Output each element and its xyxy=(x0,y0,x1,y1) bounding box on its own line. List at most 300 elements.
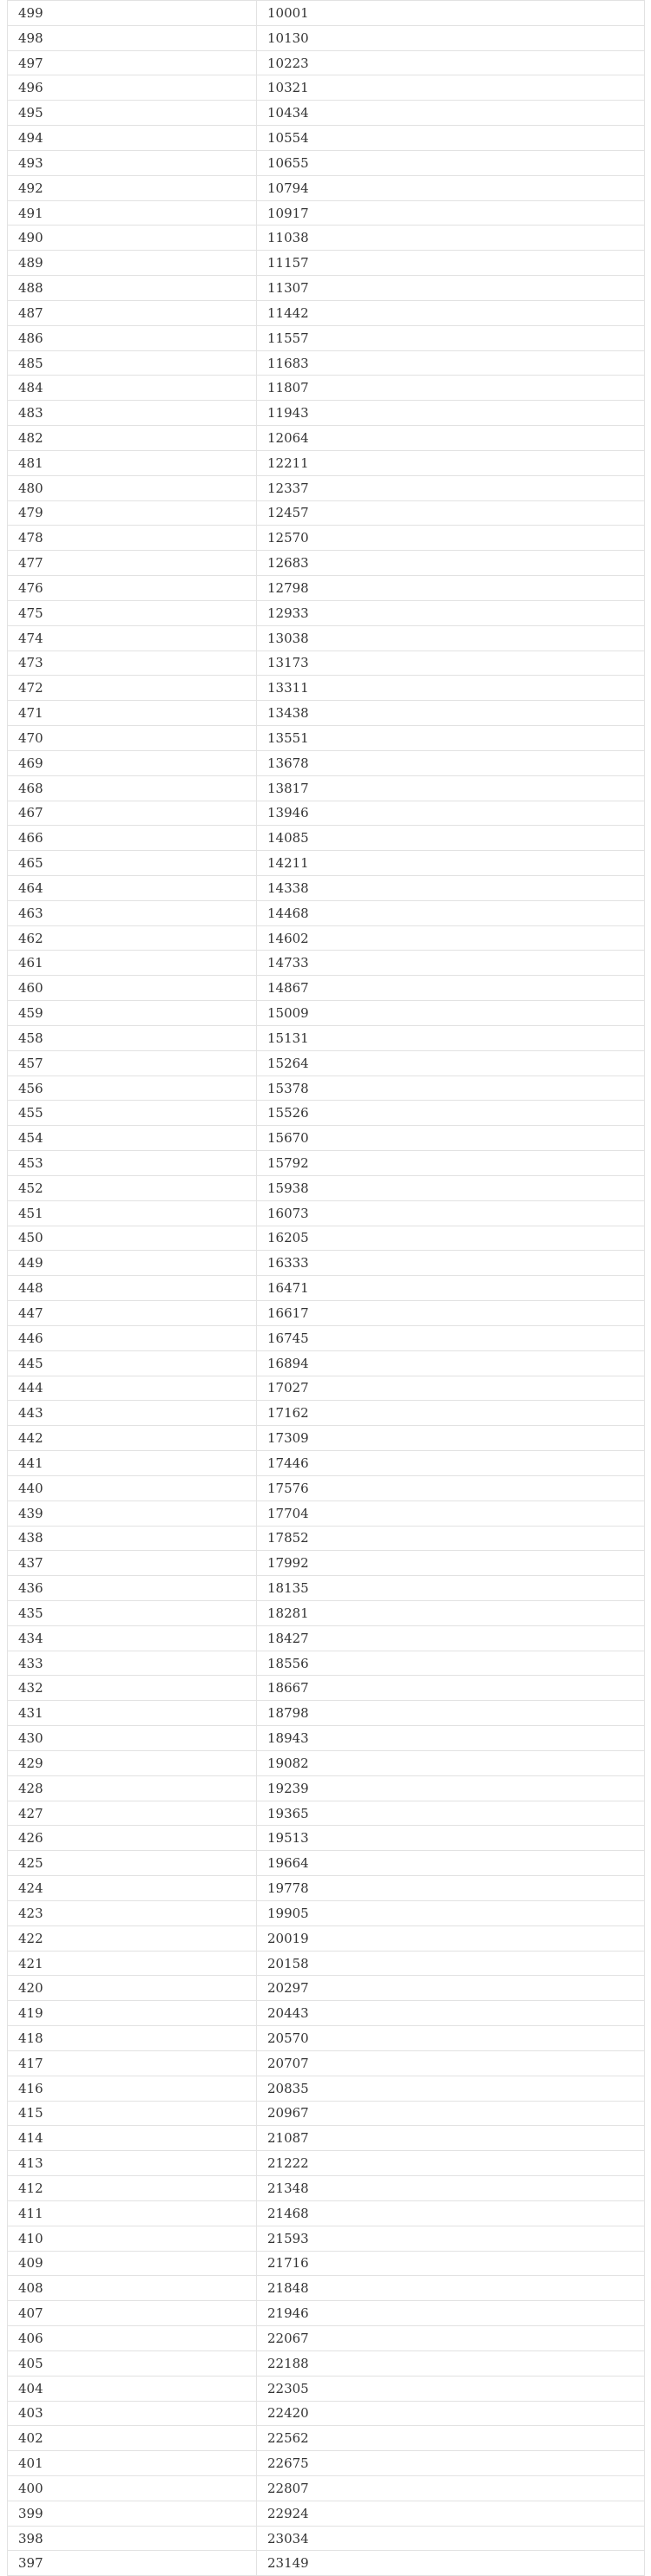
score-cell: 417 xyxy=(8,2050,257,2076)
rank-cell: 13038 xyxy=(257,625,645,651)
rank-cell: 10554 xyxy=(257,126,645,151)
table-row xyxy=(8,1475,645,1500)
table-row xyxy=(8,2376,645,2401)
rank-cell: 13551 xyxy=(257,726,645,751)
score-cell: 412 xyxy=(8,2176,257,2201)
score-cell: 434 xyxy=(8,1625,257,1651)
score-cell: 418 xyxy=(8,2026,257,2051)
rank-cell: 19239 xyxy=(257,1775,645,1801)
table-row xyxy=(8,2401,645,2426)
score-cell: 426 xyxy=(8,1826,257,1851)
score-rank-table xyxy=(7,0,645,2576)
rank-cell: 14338 xyxy=(257,875,645,900)
score-cell: 423 xyxy=(8,1900,257,1925)
rank-cell: 18943 xyxy=(257,1726,645,1751)
rank-cell: 17446 xyxy=(257,1451,645,1476)
rank-cell: 20707 xyxy=(257,2050,645,2076)
score-cell: 431 xyxy=(8,1701,257,1726)
rank-cell: 12798 xyxy=(257,576,645,601)
table-row xyxy=(8,2426,645,2451)
table-row xyxy=(8,1325,645,1350)
rank-cell: 17704 xyxy=(257,1500,645,1526)
rank-cell: 22562 xyxy=(257,2426,645,2451)
score-cell: 425 xyxy=(8,1851,257,1876)
rank-cell: 11038 xyxy=(257,226,645,251)
score-cell: 484 xyxy=(8,376,257,401)
score-cell: 405 xyxy=(8,2350,257,2376)
table-row xyxy=(8,576,645,601)
rank-cell: 23034 xyxy=(257,2526,645,2551)
table-row xyxy=(8,1151,645,1176)
rank-cell: 12457 xyxy=(257,500,645,526)
rank-cell: 10130 xyxy=(257,25,645,50)
score-cell: 450 xyxy=(8,1226,257,1251)
rank-cell: 15009 xyxy=(257,1001,645,1026)
score-cell: 428 xyxy=(8,1775,257,1801)
score-cell: 478 xyxy=(8,526,257,551)
table-row xyxy=(8,1451,645,1476)
table-row xyxy=(8,1251,645,1276)
rank-cell: 17852 xyxy=(257,1526,645,1551)
table-row xyxy=(8,2501,645,2526)
table-row xyxy=(8,2126,645,2151)
table-row xyxy=(8,1976,645,2001)
score-cell: 453 xyxy=(8,1151,257,1176)
rank-cell: 11683 xyxy=(257,350,645,376)
table-row xyxy=(8,2475,645,2501)
score-cell: 436 xyxy=(8,1576,257,1601)
table-row xyxy=(8,951,645,976)
score-cell: 404 xyxy=(8,2376,257,2401)
score-cell: 497 xyxy=(8,50,257,75)
table-row xyxy=(8,475,645,500)
score-cell: 420 xyxy=(8,1976,257,2001)
table-row xyxy=(8,1651,645,1676)
rank-cell: 21468 xyxy=(257,2200,645,2226)
rank-cell: 10655 xyxy=(257,150,645,175)
rank-cell: 21593 xyxy=(257,2226,645,2251)
table-row xyxy=(8,651,645,676)
score-cell: 488 xyxy=(8,276,257,301)
rank-cell: 19513 xyxy=(257,1826,645,1851)
score-cell: 399 xyxy=(8,2501,257,2526)
table-row xyxy=(8,2350,645,2376)
score-cell: 442 xyxy=(8,1426,257,1451)
score-cell: 471 xyxy=(8,701,257,726)
score-cell: 456 xyxy=(8,1076,257,1101)
rank-cell: 20297 xyxy=(257,1976,645,2001)
rank-cell: 12337 xyxy=(257,475,645,500)
table-row xyxy=(8,426,645,451)
table-row xyxy=(8,1601,645,1626)
score-cell: 466 xyxy=(8,826,257,851)
table-row xyxy=(8,1001,645,1026)
rank-cell: 10223 xyxy=(257,50,645,75)
table-row xyxy=(8,500,645,526)
rank-cell: 14733 xyxy=(257,951,645,976)
table-row xyxy=(8,2301,645,2326)
table-row xyxy=(8,1750,645,1775)
rank-cell: 18427 xyxy=(257,1625,645,1651)
table-row xyxy=(8,775,645,801)
score-cell: 458 xyxy=(8,1025,257,1050)
rank-cell: 12570 xyxy=(257,526,645,551)
table-row xyxy=(8,101,645,126)
rank-cell: 20158 xyxy=(257,1951,645,1976)
rank-cell: 22188 xyxy=(257,2350,645,2376)
score-cell: 457 xyxy=(8,1050,257,1076)
score-cell: 397 xyxy=(8,2551,257,2576)
score-cell: 469 xyxy=(8,750,257,775)
score-cell: 401 xyxy=(8,2451,257,2476)
table-row xyxy=(8,1350,645,1376)
score-cell: 409 xyxy=(8,2251,257,2276)
table-row xyxy=(8,350,645,376)
table-row xyxy=(8,25,645,50)
rank-cell: 22420 xyxy=(257,2401,645,2426)
rank-cell: 14085 xyxy=(257,826,645,851)
score-cell: 498 xyxy=(8,25,257,50)
table-row xyxy=(8,2176,645,2201)
score-cell: 435 xyxy=(8,1601,257,1626)
rank-cell: 15264 xyxy=(257,1050,645,1076)
rank-cell: 15378 xyxy=(257,1076,645,1101)
score-cell: 415 xyxy=(8,2101,257,2126)
score-cell: 430 xyxy=(8,1726,257,1751)
score-cell: 413 xyxy=(8,2151,257,2176)
score-cell: 408 xyxy=(8,2276,257,2301)
score-cell: 487 xyxy=(8,300,257,325)
rank-cell: 17992 xyxy=(257,1551,645,1576)
table-row xyxy=(8,1701,645,1726)
rank-cell: 21848 xyxy=(257,2276,645,2301)
score-cell: 416 xyxy=(8,2076,257,2101)
score-cell: 461 xyxy=(8,951,257,976)
score-cell: 440 xyxy=(8,1475,257,1500)
table-row xyxy=(8,1175,645,1200)
table-row xyxy=(8,1526,645,1551)
rank-cell: 21087 xyxy=(257,2126,645,2151)
table-row xyxy=(8,251,645,276)
rank-cell: 14211 xyxy=(257,851,645,876)
rank-cell: 21946 xyxy=(257,2301,645,2326)
rank-cell: 18798 xyxy=(257,1701,645,1726)
score-cell: 424 xyxy=(8,1876,257,1901)
rank-cell: 13678 xyxy=(257,750,645,775)
table-row xyxy=(8,200,645,226)
table-row xyxy=(8,1,645,26)
table-row xyxy=(8,1625,645,1651)
score-cell: 473 xyxy=(8,651,257,676)
rank-cell: 11943 xyxy=(257,401,645,426)
score-cell: 464 xyxy=(8,875,257,900)
table-row xyxy=(8,1726,645,1751)
table-row xyxy=(8,875,645,900)
score-cell: 449 xyxy=(8,1251,257,1276)
score-cell: 438 xyxy=(8,1526,257,1551)
rank-cell: 21222 xyxy=(257,2151,645,2176)
score-cell: 476 xyxy=(8,576,257,601)
score-cell: 480 xyxy=(8,475,257,500)
rank-cell: 16471 xyxy=(257,1276,645,1301)
table-row xyxy=(8,600,645,625)
score-cell: 421 xyxy=(8,1951,257,1976)
rank-cell: 20570 xyxy=(257,2026,645,2051)
table-row xyxy=(8,551,645,576)
table-row xyxy=(8,2050,645,2076)
rank-cell: 15670 xyxy=(257,1126,645,1151)
table-row xyxy=(8,401,645,426)
score-cell: 398 xyxy=(8,2526,257,2551)
table-row xyxy=(8,226,645,251)
score-cell: 429 xyxy=(8,1750,257,1775)
rank-cell: 15938 xyxy=(257,1175,645,1200)
table-row xyxy=(8,2200,645,2226)
table-row xyxy=(8,2451,645,2476)
table-row xyxy=(8,300,645,325)
table-row xyxy=(8,1951,645,1976)
table-row xyxy=(8,1676,645,1701)
rank-cell: 16745 xyxy=(257,1325,645,1350)
score-cell: 462 xyxy=(8,925,257,951)
score-cell: 465 xyxy=(8,851,257,876)
score-cell: 433 xyxy=(8,1651,257,1676)
rank-cell: 16073 xyxy=(257,1200,645,1226)
rank-cell: 11557 xyxy=(257,325,645,350)
rank-cell: 17309 xyxy=(257,1426,645,1451)
score-cell: 448 xyxy=(8,1276,257,1301)
score-cell: 468 xyxy=(8,775,257,801)
score-cell: 491 xyxy=(8,200,257,226)
rank-cell: 14602 xyxy=(257,925,645,951)
score-cell: 454 xyxy=(8,1126,257,1151)
rank-cell: 18281 xyxy=(257,1601,645,1626)
rank-cell: 15526 xyxy=(257,1101,645,1126)
score-cell: 467 xyxy=(8,801,257,826)
score-cell: 463 xyxy=(8,900,257,925)
rank-cell: 18135 xyxy=(257,1576,645,1601)
score-cell: 451 xyxy=(8,1200,257,1226)
rank-cell: 22675 xyxy=(257,2451,645,2476)
rank-cell: 16333 xyxy=(257,1251,645,1276)
table-row xyxy=(8,526,645,551)
score-cell: 422 xyxy=(8,1925,257,1951)
table-row xyxy=(8,1551,645,1576)
rank-cell: 22807 xyxy=(257,2475,645,2501)
table-row xyxy=(8,325,645,350)
score-cell: 403 xyxy=(8,2401,257,2426)
table-row xyxy=(8,2226,645,2251)
rank-cell: 11442 xyxy=(257,300,645,325)
score-cell: 459 xyxy=(8,1001,257,1026)
table-row xyxy=(8,2101,645,2126)
table-row xyxy=(8,276,645,301)
score-cell: 492 xyxy=(8,175,257,200)
table-row xyxy=(8,1126,645,1151)
table-row xyxy=(8,2526,645,2551)
score-cell: 411 xyxy=(8,2200,257,2226)
rank-cell: 16617 xyxy=(257,1301,645,1326)
table-row xyxy=(8,1401,645,1426)
table-row xyxy=(8,1500,645,1526)
rank-cell: 19905 xyxy=(257,1900,645,1925)
rank-cell: 20019 xyxy=(257,1925,645,1951)
score-cell: 485 xyxy=(8,350,257,376)
score-cell: 496 xyxy=(8,75,257,101)
score-cell: 400 xyxy=(8,2475,257,2501)
table-row xyxy=(8,1076,645,1101)
rank-cell: 17576 xyxy=(257,1475,645,1500)
score-cell: 477 xyxy=(8,551,257,576)
table-row xyxy=(8,1226,645,1251)
table-row xyxy=(8,1376,645,1401)
score-cell: 499 xyxy=(8,1,257,26)
rank-cell: 22924 xyxy=(257,2501,645,2526)
rank-cell: 13311 xyxy=(257,676,645,701)
score-cell: 414 xyxy=(8,2126,257,2151)
score-cell: 472 xyxy=(8,676,257,701)
table-row xyxy=(8,2326,645,2351)
rank-cell: 18556 xyxy=(257,1651,645,1676)
table-row xyxy=(8,126,645,151)
score-cell: 483 xyxy=(8,401,257,426)
table-row xyxy=(8,1876,645,1901)
score-cell: 432 xyxy=(8,1676,257,1701)
rank-cell: 11157 xyxy=(257,251,645,276)
rank-cell: 20835 xyxy=(257,2076,645,2101)
score-cell: 439 xyxy=(8,1500,257,1526)
score-cell: 446 xyxy=(8,1325,257,1350)
table-row xyxy=(8,2551,645,2576)
table-row xyxy=(8,801,645,826)
rank-cell: 15792 xyxy=(257,1151,645,1176)
table-row xyxy=(8,1900,645,1925)
rank-cell: 12211 xyxy=(257,450,645,475)
table-row xyxy=(8,625,645,651)
score-cell: 482 xyxy=(8,426,257,451)
rank-cell: 15131 xyxy=(257,1025,645,1050)
rank-cell: 22305 xyxy=(257,2376,645,2401)
rank-cell: 14867 xyxy=(257,976,645,1001)
score-cell: 455 xyxy=(8,1101,257,1126)
rank-cell: 13817 xyxy=(257,775,645,801)
table-row xyxy=(8,726,645,751)
rank-cell: 21348 xyxy=(257,2176,645,2201)
score-cell: 494 xyxy=(8,126,257,151)
rank-cell: 10917 xyxy=(257,200,645,226)
table-row xyxy=(8,175,645,200)
table-row xyxy=(8,1426,645,1451)
rank-cell: 21716 xyxy=(257,2251,645,2276)
rank-cell: 11807 xyxy=(257,376,645,401)
rank-cell: 13438 xyxy=(257,701,645,726)
rank-cell: 16894 xyxy=(257,1350,645,1376)
table-row xyxy=(8,1925,645,1951)
rank-cell: 20967 xyxy=(257,2101,645,2126)
score-cell: 445 xyxy=(8,1350,257,1376)
table-row xyxy=(8,1276,645,1301)
table-row xyxy=(8,1200,645,1226)
table-row xyxy=(8,2026,645,2051)
rank-cell: 10434 xyxy=(257,101,645,126)
table-row xyxy=(8,1851,645,1876)
score-cell: 437 xyxy=(8,1551,257,1576)
score-cell: 447 xyxy=(8,1301,257,1326)
rank-cell: 17027 xyxy=(257,1376,645,1401)
score-cell: 406 xyxy=(8,2326,257,2351)
rank-cell: 12064 xyxy=(257,426,645,451)
table-row xyxy=(8,2251,645,2276)
rank-cell: 23149 xyxy=(257,2551,645,2576)
table-row xyxy=(8,750,645,775)
table-row xyxy=(8,75,645,101)
score-cell: 479 xyxy=(8,500,257,526)
score-cell: 460 xyxy=(8,976,257,1001)
table-row xyxy=(8,826,645,851)
table-row xyxy=(8,1050,645,1076)
rank-cell: 20443 xyxy=(257,2001,645,2026)
table-row xyxy=(8,2151,645,2176)
rank-cell: 17162 xyxy=(257,1401,645,1426)
score-cell: 470 xyxy=(8,726,257,751)
rank-cell: 13173 xyxy=(257,651,645,676)
table-row xyxy=(8,925,645,951)
table-row xyxy=(8,1301,645,1326)
score-cell: 419 xyxy=(8,2001,257,2026)
score-cell: 486 xyxy=(8,325,257,350)
rank-cell: 19778 xyxy=(257,1876,645,1901)
rank-cell: 16205 xyxy=(257,1226,645,1251)
score-cell: 410 xyxy=(8,2226,257,2251)
score-cell: 490 xyxy=(8,226,257,251)
rank-cell: 19082 xyxy=(257,1750,645,1775)
table-row xyxy=(8,701,645,726)
table-row xyxy=(8,376,645,401)
table-row xyxy=(8,1801,645,1826)
rank-cell: 19664 xyxy=(257,1851,645,1876)
score-cell: 402 xyxy=(8,2426,257,2451)
table-row xyxy=(8,976,645,1001)
score-table-container xyxy=(7,0,644,2576)
rank-cell: 14468 xyxy=(257,900,645,925)
table-row xyxy=(8,676,645,701)
rank-cell: 13946 xyxy=(257,801,645,826)
table-row xyxy=(8,2076,645,2101)
rank-cell: 11307 xyxy=(257,276,645,301)
score-cell: 475 xyxy=(8,600,257,625)
rank-cell: 10001 xyxy=(257,1,645,26)
rank-cell: 10794 xyxy=(257,175,645,200)
table-row xyxy=(8,1826,645,1851)
score-cell: 493 xyxy=(8,150,257,175)
rank-cell: 10321 xyxy=(257,75,645,101)
table-row xyxy=(8,2276,645,2301)
table-row xyxy=(8,50,645,75)
table-row xyxy=(8,1775,645,1801)
rank-cell: 12683 xyxy=(257,551,645,576)
score-cell: 443 xyxy=(8,1401,257,1426)
rank-cell: 18667 xyxy=(257,1676,645,1701)
score-cell: 427 xyxy=(8,1801,257,1826)
score-cell: 452 xyxy=(8,1175,257,1200)
table-body xyxy=(8,1,645,2576)
score-cell: 474 xyxy=(8,625,257,651)
table-row xyxy=(8,1025,645,1050)
table-row xyxy=(8,1101,645,1126)
score-cell: 489 xyxy=(8,251,257,276)
score-cell: 407 xyxy=(8,2301,257,2326)
rank-cell: 12933 xyxy=(257,600,645,625)
